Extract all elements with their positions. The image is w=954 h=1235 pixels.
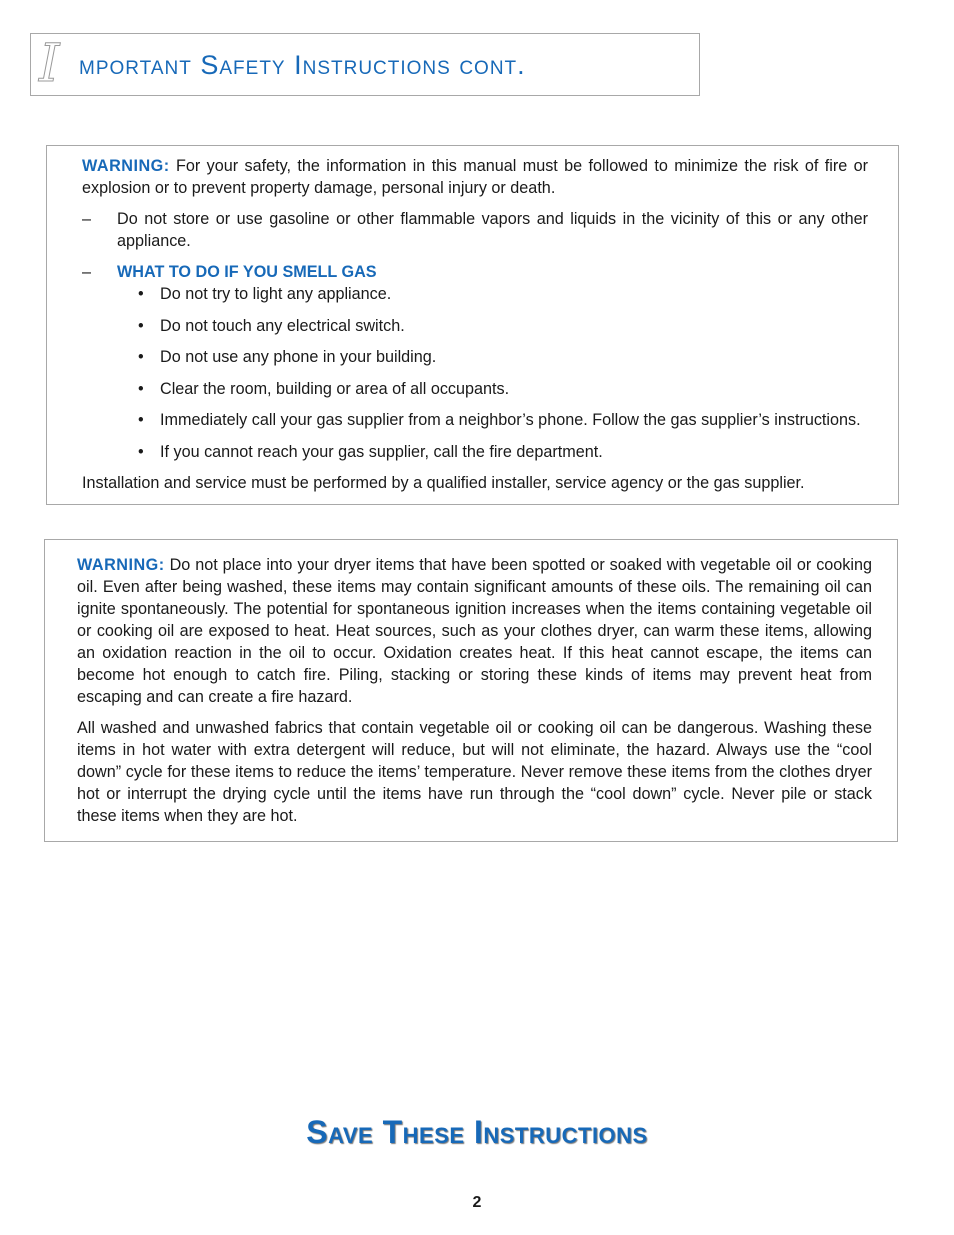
bullet-marker: • (138, 348, 144, 366)
smell-gas-item (82, 261, 868, 283)
flammable-vapors-item (82, 208, 868, 252)
bullet-marker: • (138, 379, 144, 398)
list-item (138, 283, 868, 305)
bullet-marker: • (138, 411, 144, 429)
flammable-vapors-text: Do not store or use gasoline or other flammable vapors and liquids in the vicinity of this or any other appliance. (117, 210, 868, 250)
dash-marker: – (82, 263, 92, 281)
oil-fabrics-paragraph: All washed and unwashed fabrics that contain vegetable oil or cooking oil can be dangerous. Washing these items in hot water with extra detergent will reduce, but will not eliminate, the hazard. Always use the “cool down” cycle for these items to reduce the items’ temperature. Never remove these items from the clothes dryer hot or interrupt the drying cycle until the items have run through the “cool down” cycle. Never pile or stack these items when they are hot. (77, 719, 872, 825)
header-box (30, 33, 700, 96)
warning-text: Do not place into your dryer items that have been spotted or soaked with vegetable oil or cooking oil. Even after being washed, these items may contain significant amounts of these oils. The remaining oil can ignite spontaneously. The potential for spontaneous ignition increases when the items containing vegetable oil or cooking oil are exposed to heat. Heat sources, such as your clothes dryer, can warm these items, allowing an oxidation reaction in the oil to occur. Oxidation creates heat. If this heat cannot escape, the items can become hot enough to catch fire. Piling, stacking or storing these kinds of items may prevent heat from escaping and can create a fire hazard. (77, 556, 872, 706)
list-item-text: Clear the room, building or area of all occupants. (160, 379, 510, 398)
save-instructions-title: Save These Instructions (306, 1114, 648, 1150)
warning-label: WARNING: (77, 556, 165, 574)
list-item-text: Immediately call your gas supplier from a neighbor’s phone. Follow the gas supplier’s instructions. (160, 411, 861, 429)
smell-gas-heading: WHAT TO DO IF YOU SMELL GAS (117, 263, 377, 281)
list-item-text: Do not try to light any appliance. (160, 285, 392, 303)
warning-label: WARNING: (82, 157, 170, 175)
bullet-marker: • (138, 285, 144, 303)
warning-text: For your safety, the information in this manual must be followed to minimize the risk of fire or explosion or to prevent property damage, personal injury or death. (82, 157, 868, 197)
dash-marker: – (82, 210, 92, 228)
list-item (138, 346, 868, 368)
list-item-text: Do not use any phone in your building. (160, 348, 437, 366)
list-item (138, 315, 868, 337)
page-title: mportant Safety Instructions cont. (79, 50, 526, 80)
gas-warning-box (46, 145, 899, 505)
bullet-marker: • (138, 442, 144, 461)
page-number: 2 (472, 1194, 482, 1211)
list-item (138, 409, 868, 431)
bullet-marker: • (138, 316, 144, 335)
list-item (138, 378, 868, 400)
gas-instructions-list (82, 283, 868, 463)
list-item-text: If you cannot reach your gas supplier, call the fire department. (160, 442, 603, 461)
list-item (138, 441, 868, 463)
gas-warning-paragraph (82, 155, 868, 199)
list-item-text: Do not touch any electrical switch. (160, 316, 405, 335)
installation-note: Installation and service must be performed by a qualified installer, service agency or the gas supplier. (82, 474, 805, 492)
header-initial-letter: I (39, 34, 60, 94)
oil-warning-paragraph (77, 554, 872, 708)
oil-warning-box (44, 539, 898, 842)
